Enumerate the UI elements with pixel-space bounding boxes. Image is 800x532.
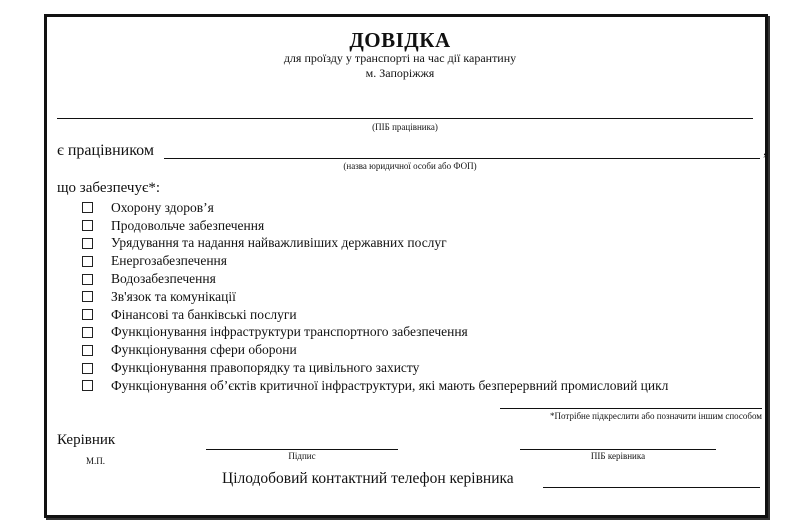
manager-name-line[interactable]	[520, 449, 716, 450]
manager-label: Керівник	[57, 432, 116, 448]
checkbox[interactable]	[82, 380, 93, 391]
is-employee-label: є працівником	[57, 142, 154, 159]
checklist-item-label: Функціонування інфраструктури транспортного забезпечення	[111, 324, 468, 340]
checkbox[interactable]	[82, 291, 93, 302]
checkbox[interactable]	[82, 220, 93, 231]
checklist-item-label: Водозабезпечення	[111, 271, 216, 287]
checkbox[interactable]	[82, 345, 93, 356]
checklist-item	[82, 377, 668, 395]
checklist-item	[82, 288, 668, 306]
signature-line[interactable]	[206, 449, 398, 450]
footnote: *Потрібне підкреслити або позначити іншим способом	[550, 411, 762, 421]
phone-label: Цілодобовий контактний телефон керівника	[222, 470, 514, 487]
stamp-label: М.П.	[86, 456, 106, 466]
checklist-item-label: Функціонування правопорядку та цивільного захисту	[111, 360, 420, 376]
checkbox[interactable]	[82, 327, 93, 338]
document-title: ДОВІДКА	[349, 28, 451, 52]
checklist-item-label: Охорону здоров’я	[111, 199, 214, 215]
manager-name-caption: ПІБ керівника	[590, 451, 646, 461]
services-label: що забезпечує*:	[57, 180, 161, 196]
checklist-item-label: Продовольче забезпечення	[111, 217, 265, 233]
document-subtitle: для проїзду у транспорті на час дії карантину	[283, 51, 517, 65]
organization-comma: ,	[763, 142, 767, 159]
checklist-item	[82, 324, 668, 342]
checkbox[interactable]	[82, 256, 93, 267]
checklist-item-label: Функціонування сфери оборони	[111, 342, 297, 358]
checklist-item-label: Енергозабезпечення	[111, 253, 227, 269]
checklist-item-label: Урядування та надання найважливіших державних послуг	[111, 235, 447, 251]
checklist-item	[82, 306, 668, 324]
checklist-item-label: Фінансові та банківські послуги	[111, 306, 297, 322]
checklist-item-label: Зв'язок та комунікації	[111, 288, 236, 304]
checklist-item	[82, 217, 668, 235]
checkbox[interactable]	[82, 363, 93, 374]
organization-caption: (назва юридичної особи або ФОП)	[343, 161, 477, 171]
checklist-item	[82, 270, 668, 288]
organization-line[interactable]	[164, 158, 760, 159]
document-city: м. Запоріжжя	[365, 66, 435, 80]
services-checklist	[82, 199, 668, 395]
checklist-item	[82, 359, 668, 377]
employee-name-line[interactable]	[57, 118, 753, 119]
checkbox[interactable]	[82, 202, 93, 213]
checkbox[interactable]	[82, 274, 93, 285]
signature-caption: Підпис	[288, 451, 316, 461]
checklist-item	[82, 199, 668, 217]
checklist-item	[82, 235, 668, 253]
checklist-item-label: Функціонування об’єктів критичної інфраструктури, які мають безперервний промисловий цикл	[111, 377, 669, 393]
checklist-item	[82, 252, 668, 270]
phone-line[interactable]	[543, 487, 760, 488]
checkbox[interactable]	[82, 309, 93, 320]
checkbox[interactable]	[82, 238, 93, 249]
footnote-rule	[500, 408, 762, 409]
checklist-item	[82, 341, 668, 359]
employee-name-caption: (ПІБ працівника)	[372, 122, 438, 132]
